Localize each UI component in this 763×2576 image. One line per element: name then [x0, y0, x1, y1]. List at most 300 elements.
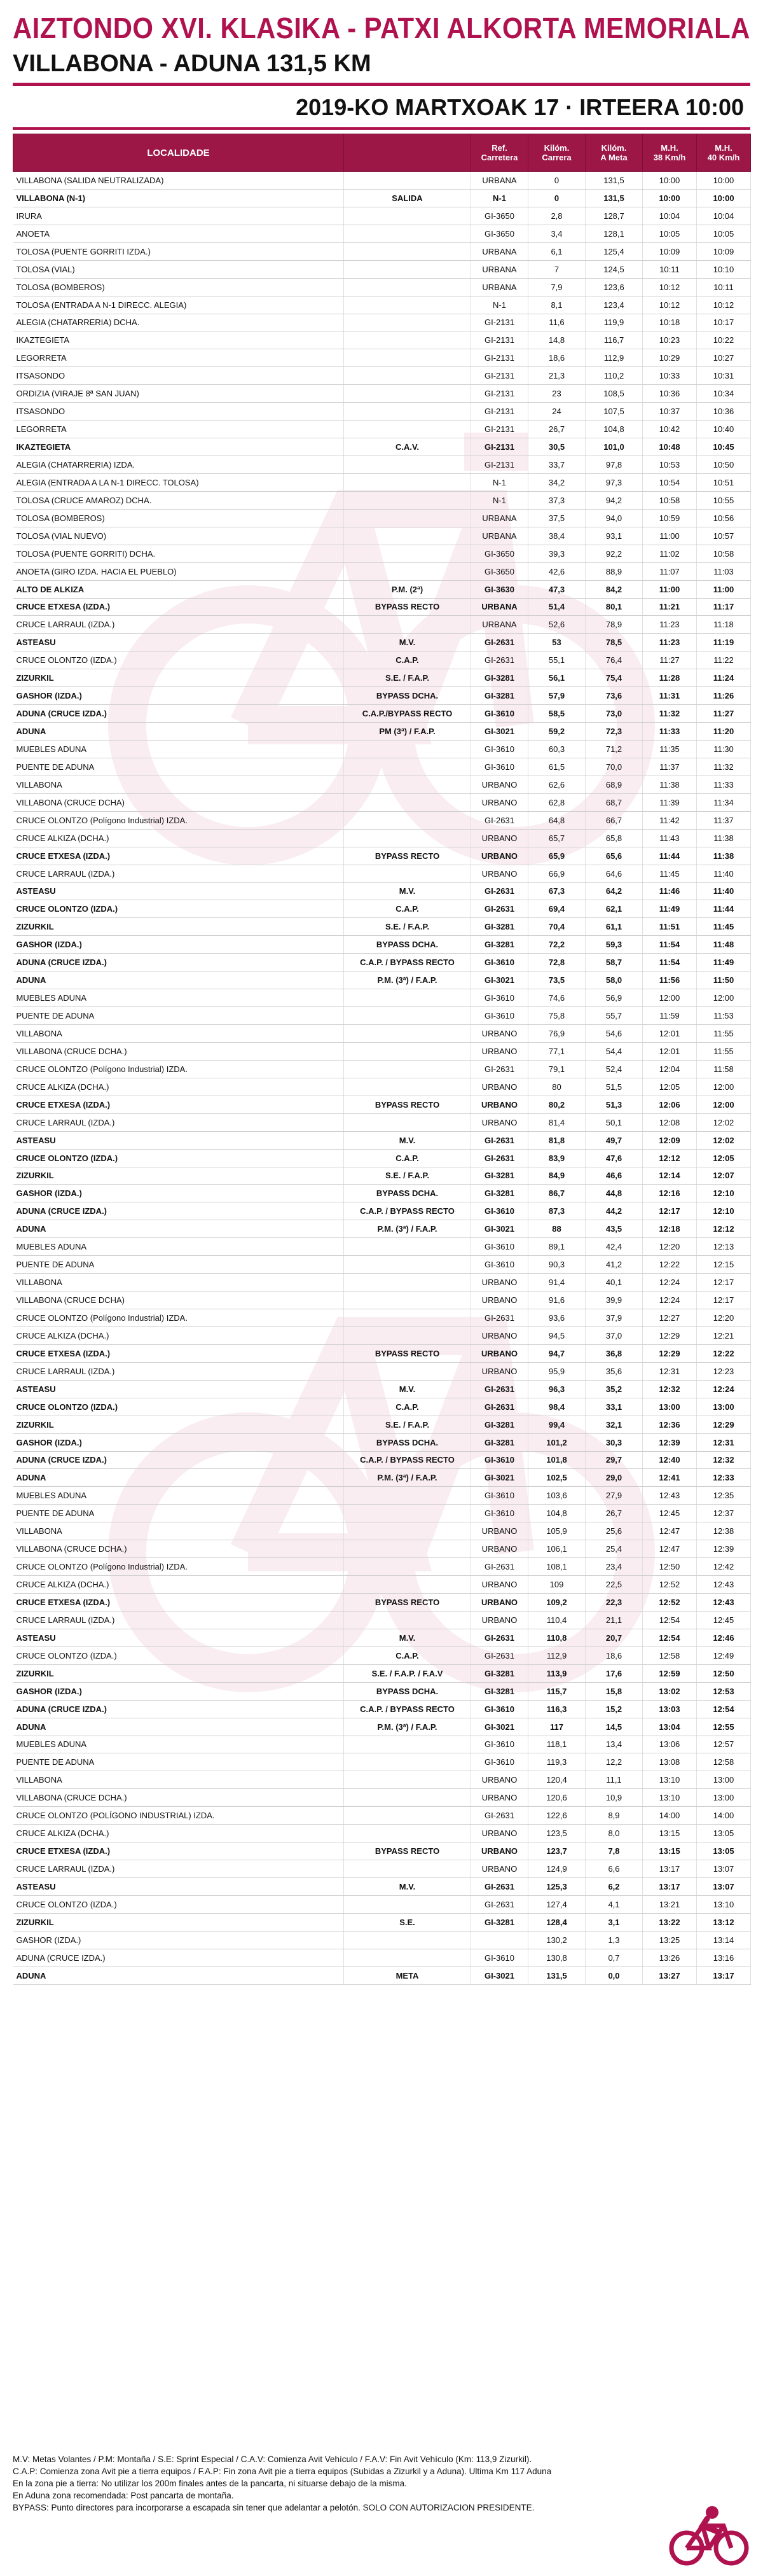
cell-km-done: 113,9	[528, 1664, 586, 1682]
cell-km-left: 72,3	[586, 723, 643, 741]
cell-mark	[344, 1522, 471, 1540]
cell-location: ADUNA (CRUCE IZDA.)	[13, 1202, 344, 1220]
cell-mark	[344, 1007, 471, 1025]
table-row	[13, 509, 751, 527]
cell-km-left: 13,4	[586, 1736, 643, 1753]
cell-location: CRUCE LARRAUL (IZDA.)	[13, 865, 344, 882]
cell-location: MUEBLES ADUNA	[13, 1736, 344, 1753]
cell-km-left: 37,9	[586, 1309, 643, 1327]
table-row	[13, 918, 751, 936]
cell-km-left: 123,4	[586, 296, 643, 314]
cell-km-left: 78,9	[586, 616, 643, 634]
cell-time-38: 10:05	[643, 225, 697, 242]
table-row	[13, 634, 751, 651]
cell-time-40: 12:15	[697, 1256, 751, 1274]
cell-ref: N-1	[471, 296, 528, 314]
cell-location: GASHOR (IZDA.)	[13, 1682, 344, 1700]
cell-time-38: 12:24	[643, 1291, 697, 1309]
cell-ref: GI-3650	[471, 545, 528, 562]
cell-ref: URBANA	[471, 172, 528, 190]
cell-km-done: 81,8	[528, 1131, 586, 1149]
table-row	[13, 829, 751, 847]
cell-ref: URBANO	[471, 1291, 528, 1309]
cell-ref: URBANO	[471, 1344, 528, 1362]
cell-time-40: 10:56	[697, 509, 751, 527]
cell-ref: URBANO	[471, 776, 528, 793]
cell-mark	[344, 1487, 471, 1505]
cell-km-left: 25,6	[586, 1522, 643, 1540]
cell-km-done: 59,2	[528, 723, 586, 741]
cell-km-done: 130,8	[528, 1949, 586, 1967]
cell-km-done: 119,3	[528, 1753, 586, 1771]
cell-km-done: 80	[528, 1078, 586, 1096]
table-row	[13, 989, 751, 1007]
cell-km-left: 131,5	[586, 189, 643, 207]
cell-km-left: 64,6	[586, 865, 643, 882]
cell-mark: BYPASS DCHA.	[344, 687, 471, 705]
cell-location: ZIZURKIL	[13, 1167, 344, 1185]
cell-mark	[344, 1949, 471, 1967]
table-row	[13, 723, 751, 741]
table-row	[13, 1238, 751, 1256]
cell-ref: GI-3610	[471, 954, 528, 971]
cell-km-done: 55,1	[528, 651, 586, 669]
cell-mark: M.V.	[344, 1878, 471, 1896]
route-subtitle: VILLABONA - ADUNA 131,5 KM	[13, 50, 371, 77]
cell-ref: GI-3610	[471, 1949, 528, 1967]
cell-km-left: 112,9	[586, 349, 643, 367]
cell-ref: GI-2631	[471, 1398, 528, 1416]
cell-time-38: 10:37	[643, 403, 697, 421]
cell-km-left: 68,7	[586, 793, 643, 811]
cell-location: ADUNA	[13, 1469, 344, 1487]
cell-location: CRUCE ETXESA (IZDA.)	[13, 1594, 344, 1612]
cell-km-done: 110,4	[528, 1611, 586, 1629]
cell-location: CRUCE OLONTZO (IZDA.)	[13, 1647, 344, 1664]
cell-location: MUEBLES ADUNA	[13, 1238, 344, 1256]
cell-km-done: 73,5	[528, 971, 586, 989]
cell-time-38: 12:08	[643, 1113, 697, 1131]
cell-km-left: 94,2	[586, 491, 643, 509]
cell-km-left: 104,8	[586, 421, 643, 438]
cell-location: TOLOSA (ENTRADA A N-1 DIRECC. ALEGIA)	[13, 296, 344, 314]
cell-time-38: 12:45	[643, 1505, 697, 1522]
cell-mark	[344, 1078, 471, 1096]
cell-km-left: 7,8	[586, 1842, 643, 1860]
cell-time-40: 13:05	[697, 1825, 751, 1842]
cell-time-38: 12:32	[643, 1380, 697, 1398]
cell-km-left: 8,0	[586, 1825, 643, 1842]
cell-km-done: 91,4	[528, 1274, 586, 1291]
race-title: AIZTONDO XVI. KLASIKA - PATXI ALKORTA MEMORIALA	[13, 11, 750, 45]
cell-km-done: 37,3	[528, 491, 586, 509]
cell-km-done: 69,4	[528, 900, 586, 918]
cell-km-done: 91,6	[528, 1291, 586, 1309]
cell-time-38: 13:08	[643, 1753, 697, 1771]
cell-time-38: 12:43	[643, 1487, 697, 1505]
cell-time-40: 10:11	[697, 278, 751, 296]
cell-mark: BYPASS RECTO	[344, 1096, 471, 1113]
cell-location: ZIZURKIL	[13, 918, 344, 936]
cell-time-40: 12:46	[697, 1629, 751, 1647]
cell-time-38: 11:21	[643, 598, 697, 616]
cell-km-left: 49,7	[586, 1131, 643, 1149]
cell-mark: P.M. (2ª)	[344, 580, 471, 598]
table-row	[13, 1078, 751, 1096]
cell-time-38: 11:39	[643, 793, 697, 811]
cell-time-38: 12:58	[643, 1647, 697, 1664]
cell-ref: GI-3021	[471, 971, 528, 989]
cell-km-done: 11,6	[528, 314, 586, 331]
cell-ref: GI-2631	[471, 1895, 528, 1913]
table-row	[13, 705, 751, 723]
cell-km-done: 14,8	[528, 331, 586, 349]
cell-time-40: 13:17	[697, 1967, 751, 1984]
cell-km-left: 22,3	[586, 1594, 643, 1612]
cell-ref: URBANO	[471, 793, 528, 811]
cell-km-left: 80,1	[586, 598, 643, 616]
cell-location: PUENTE DE ADUNA	[13, 1256, 344, 1274]
cell-mark: BYPASS RECTO	[344, 1842, 471, 1860]
table-row	[13, 1274, 751, 1291]
table-row	[13, 260, 751, 278]
cell-time-38: 11:23	[643, 616, 697, 634]
cell-mark	[344, 1309, 471, 1327]
cell-mark: C.A.P. / BYPASS RECTO	[344, 1202, 471, 1220]
cell-location: VILLABONA	[13, 1522, 344, 1540]
cell-time-38: 10:23	[643, 331, 697, 349]
cell-km-left: 25,4	[586, 1540, 643, 1558]
cell-mark: P.M. (3ª) / F.A.P.	[344, 1718, 471, 1736]
cell-location: GASHOR (IZDA.)	[13, 687, 344, 705]
cell-location: CRUCE OLONTZO (IZDA.)	[13, 1398, 344, 1416]
cell-time-38: 12:01	[643, 1025, 697, 1043]
cell-time-40: 13:00	[697, 1398, 751, 1416]
table-row	[13, 225, 751, 242]
cell-time-38: 11:43	[643, 829, 697, 847]
col-km-left	[586, 134, 643, 172]
cell-km-left: 107,5	[586, 403, 643, 421]
cell-ref: GI-2631	[471, 1558, 528, 1576]
cell-km-left: 37,0	[586, 1326, 643, 1344]
cell-time-40: 12:17	[697, 1274, 751, 1291]
cell-location: CRUCE OLONTZO (IZDA.)	[13, 1149, 344, 1167]
cell-ref: GI-3610	[471, 1487, 528, 1505]
cell-time-40: 11:34	[697, 793, 751, 811]
cell-time-40: 11:49	[697, 954, 751, 971]
cell-time-38: 11:44	[643, 847, 697, 865]
cell-ref: URBANO	[471, 1540, 528, 1558]
legend-line-3: En la zona pie a tierra: No utilizar los 200m finales antes de la pancarta, ni situarse debajo de la misma.	[13, 2479, 407, 2488]
cell-ref: GI-2131	[471, 456, 528, 474]
cell-time-40: 11:26	[697, 687, 751, 705]
cell-mark: P.M. (3ª) / F.A.P.	[344, 971, 471, 989]
cell-time-40: 10:05	[697, 225, 751, 242]
cell-km-done: 18,6	[528, 349, 586, 367]
cell-time-38: 12:59	[643, 1664, 697, 1682]
cell-time-40: 12:45	[697, 1611, 751, 1629]
cell-km-done: 26,7	[528, 421, 586, 438]
cell-location: ASTEASU	[13, 1878, 344, 1896]
cell-ref: GI-3650	[471, 207, 528, 225]
cell-km-left: 62,1	[586, 900, 643, 918]
cell-time-40: 11:27	[697, 705, 751, 723]
table-row	[13, 1931, 751, 1949]
cell-location: ALEGIA (CHATARRERIA) IZDA.	[13, 456, 344, 474]
cell-ref: GI-2131	[471, 349, 528, 367]
cell-mark: M.V.	[344, 634, 471, 651]
cell-km-done: 103,6	[528, 1487, 586, 1505]
cell-ref: GI-3650	[471, 225, 528, 242]
cell-km-done: 58,5	[528, 705, 586, 723]
col-time-40-line2: 40 Km/h	[707, 153, 740, 162]
cell-km-left: 4,1	[586, 1895, 643, 1913]
cell-mark: S.E. / F.A.P.	[344, 1167, 471, 1185]
table-row	[13, 1326, 751, 1344]
cell-time-40: 11:19	[697, 634, 751, 651]
table-row	[13, 1096, 751, 1113]
cell-time-40: 11:20	[697, 723, 751, 741]
cell-location: VILLABONA (CRUCE DCHA.)	[13, 1789, 344, 1807]
cell-mark: BYPASS RECTO	[344, 847, 471, 865]
cell-ref: URBANA	[471, 260, 528, 278]
cell-location: ZIZURKIL	[13, 1416, 344, 1433]
cell-time-38: 10:36	[643, 385, 697, 403]
cell-time-40: 12:20	[697, 1309, 751, 1327]
cell-ref: GI-2631	[471, 634, 528, 651]
cell-location: CRUCE OLONTZO (Polígono Industrial) IZDA.	[13, 1558, 344, 1576]
cell-ref: GI-3610	[471, 758, 528, 776]
cell-time-38: 10:11	[643, 260, 697, 278]
cell-mark	[344, 527, 471, 545]
cell-location: PUENTE DE ADUNA	[13, 1007, 344, 1025]
cell-time-40: 10:12	[697, 296, 751, 314]
cell-time-38: 11:00	[643, 580, 697, 598]
table-row	[13, 1967, 751, 1984]
cell-time-38: 10:12	[643, 278, 697, 296]
cell-mark	[344, 1807, 471, 1825]
table-row	[13, 189, 751, 207]
cell-mark: BYPASS DCHA.	[344, 936, 471, 954]
table-row	[13, 331, 751, 349]
cell-time-40: 12:42	[697, 1558, 751, 1576]
col-km-left-line2: A Meta	[600, 153, 628, 162]
cell-km-left: 125,4	[586, 242, 643, 260]
cell-time-40: 10:58	[697, 545, 751, 562]
cell-km-done: 39,3	[528, 545, 586, 562]
cell-ref: URBANO	[471, 1096, 528, 1113]
cell-ref: GI-3610	[471, 1753, 528, 1771]
cell-ref: GI-2131	[471, 403, 528, 421]
cell-time-38: 10:33	[643, 367, 697, 385]
cell-time-40: 11:38	[697, 829, 751, 847]
cell-location: CRUCE LARRAUL (IZDA.)	[13, 1860, 344, 1878]
cell-km-done: 123,7	[528, 1842, 586, 1860]
cell-time-40: 10:45	[697, 438, 751, 456]
cell-ref: GI-3021	[471, 1967, 528, 1984]
cell-mark	[344, 811, 471, 829]
table-row	[13, 473, 751, 491]
table-row	[13, 1007, 751, 1025]
cell-km-left: 40,1	[586, 1274, 643, 1291]
cell-time-38: 11:42	[643, 811, 697, 829]
cell-ref: GI-3281	[471, 1433, 528, 1451]
table-row	[13, 1291, 751, 1309]
cell-km-left: 26,7	[586, 1505, 643, 1522]
legend-line-2: C.A.P: Comienza zona Avit pie a tierra equipos / F.A.P: Fin zona Avit pie a tierra equipos (Subidas a Zizurkil y a Aduna). Ultima Km 117 Aduna	[13, 2467, 552, 2476]
cell-time-40: 12:22	[697, 1344, 751, 1362]
cell-time-40: 12:07	[697, 1167, 751, 1185]
cell-ref: GI-3610	[471, 1505, 528, 1522]
cell-km-done: 53	[528, 634, 586, 651]
cell-km-left: 123,6	[586, 278, 643, 296]
cell-mark: S.E.	[344, 1913, 471, 1931]
cell-time-40: 13:00	[697, 1789, 751, 1807]
table-row	[13, 1113, 751, 1131]
cell-time-40: 10:51	[697, 473, 751, 491]
cell-location: CRUCE LARRAUL (IZDA.)	[13, 1113, 344, 1131]
cell-km-done: 86,7	[528, 1185, 586, 1202]
cell-location: CRUCE ETXESA (IZDA.)	[13, 1344, 344, 1362]
cell-km-left: 58,0	[586, 971, 643, 989]
cell-km-left: 14,5	[586, 1718, 643, 1736]
cell-ref: GI-3021	[471, 1220, 528, 1238]
cell-km-done: 125,3	[528, 1878, 586, 1896]
cell-time-38: 12:06	[643, 1096, 697, 1113]
cell-km-left: 65,6	[586, 847, 643, 865]
cell-km-done: 89,1	[528, 1238, 586, 1256]
cell-ref: GI-3281	[471, 918, 528, 936]
cell-time-38: 11:45	[643, 865, 697, 882]
cell-km-left: 23,4	[586, 1558, 643, 1576]
cell-time-40: 10:27	[697, 349, 751, 367]
cell-mark: S.E. / F.A.P.	[344, 918, 471, 936]
cell-km-left: 76,4	[586, 651, 643, 669]
cell-km-done: 7,9	[528, 278, 586, 296]
cell-km-left: 21,1	[586, 1611, 643, 1629]
cell-location: LEGORRETA	[13, 349, 344, 367]
cell-location: TOLOSA (PUENTE GORRITI IZDA.)	[13, 242, 344, 260]
cell-location: CRUCE LARRAUL (IZDA.)	[13, 616, 344, 634]
cell-location: GASHOR (IZDA.)	[13, 1931, 344, 1949]
cell-time-40: 10:31	[697, 367, 751, 385]
table-row	[13, 527, 751, 545]
cell-time-38: 13:10	[643, 1789, 697, 1807]
cell-mark: C.A.P.	[344, 1149, 471, 1167]
cell-time-38: 11:38	[643, 776, 697, 793]
cell-location: ZIZURKIL	[13, 669, 344, 687]
cell-time-40: 11:45	[697, 918, 751, 936]
cell-ref: N-1	[471, 491, 528, 509]
cell-km-done: 117	[528, 1718, 586, 1736]
cell-time-40: 12:10	[697, 1185, 751, 1202]
cell-km-left: 55,7	[586, 1007, 643, 1025]
legend	[13, 2453, 661, 2514]
cell-mark: PM (3ª) / F.A.P.	[344, 723, 471, 741]
cell-km-done: 70,4	[528, 918, 586, 936]
cell-km-left: 30,3	[586, 1433, 643, 1451]
cell-time-38: 12:17	[643, 1202, 697, 1220]
cell-time-40: 11:37	[697, 811, 751, 829]
cell-km-left: 64,2	[586, 882, 643, 900]
cell-time-38: 10:53	[643, 456, 697, 474]
cell-km-done: 93,6	[528, 1309, 586, 1327]
cell-km-left: 124,5	[586, 260, 643, 278]
cell-km-done: 47,3	[528, 580, 586, 598]
cell-ref: GI-3281	[471, 1185, 528, 1202]
cell-time-40: 10:17	[697, 314, 751, 331]
table-row	[13, 580, 751, 598]
cell-km-done: 6,1	[528, 242, 586, 260]
cell-km-left: 50,1	[586, 1113, 643, 1131]
table-row	[13, 1718, 751, 1736]
cell-km-done: 61,5	[528, 758, 586, 776]
cell-km-left: 108,5	[586, 385, 643, 403]
table-row	[13, 491, 751, 509]
cell-km-done: 118,1	[528, 1736, 586, 1753]
cell-mark	[344, 1771, 471, 1789]
cell-km-done: 128,4	[528, 1913, 586, 1931]
table-row	[13, 1771, 751, 1789]
cell-km-left: 8,9	[586, 1807, 643, 1825]
cell-location: ALEGIA (CHATARRERIA) DCHA.	[13, 314, 344, 331]
table-row	[13, 865, 751, 882]
table-row	[13, 456, 751, 474]
cell-mark: BYPASS RECTO	[344, 598, 471, 616]
cell-ref: GI-2131	[471, 331, 528, 349]
table-row	[13, 847, 751, 865]
table-row	[13, 1736, 751, 1753]
cell-km-done: 33,7	[528, 456, 586, 474]
table-row	[13, 1380, 751, 1398]
cell-time-40: 10:57	[697, 527, 751, 545]
cell-mark: C.A.P.	[344, 1647, 471, 1664]
cell-ref: GI-2131	[471, 438, 528, 456]
cell-km-done: 75,8	[528, 1007, 586, 1025]
cell-km-left: 71,2	[586, 741, 643, 758]
cell-km-left: 54,6	[586, 1025, 643, 1043]
cell-time-40: 12:24	[697, 1380, 751, 1398]
cell-km-left: 44,2	[586, 1202, 643, 1220]
cell-location: ANOETA	[13, 225, 344, 242]
table-row	[13, 296, 751, 314]
cell-time-38: 12:05	[643, 1078, 697, 1096]
cell-location: MUEBLES ADUNA	[13, 989, 344, 1007]
cell-location: ADUNA	[13, 1967, 344, 1984]
cell-km-left: 56,9	[586, 989, 643, 1007]
cell-ref: N-1	[471, 189, 528, 207]
cell-mark	[344, 1060, 471, 1078]
legend-line-5: BYPASS: Punto directores para incorporarse a escapada sin tener que adelantar a pelotón. SOLO CON AUTORIZACION PRESIDENTE.	[13, 2503, 535, 2512]
cell-km-done: 0	[528, 172, 586, 190]
cell-km-left: 33,1	[586, 1398, 643, 1416]
cell-location: TOLOSA (CRUCE AMAROZ) DCHA.	[13, 491, 344, 509]
cell-time-38: 11:46	[643, 882, 697, 900]
cell-time-38: 12:18	[643, 1220, 697, 1238]
cell-time-40: 12:00	[697, 1078, 751, 1096]
cell-km-done: 88	[528, 1220, 586, 1238]
cell-time-40: 12:00	[697, 1096, 751, 1113]
cell-ref: GI-3610	[471, 1736, 528, 1753]
date-divider	[13, 127, 750, 130]
cell-km-left: 1,3	[586, 1931, 643, 1949]
cell-ref: GI-3281	[471, 669, 528, 687]
table-row	[13, 1594, 751, 1612]
cell-km-done: 66,9	[528, 865, 586, 882]
cell-location: LEGORRETA	[13, 421, 344, 438]
cell-km-done: 21,3	[528, 367, 586, 385]
cell-time-38: 10:04	[643, 207, 697, 225]
